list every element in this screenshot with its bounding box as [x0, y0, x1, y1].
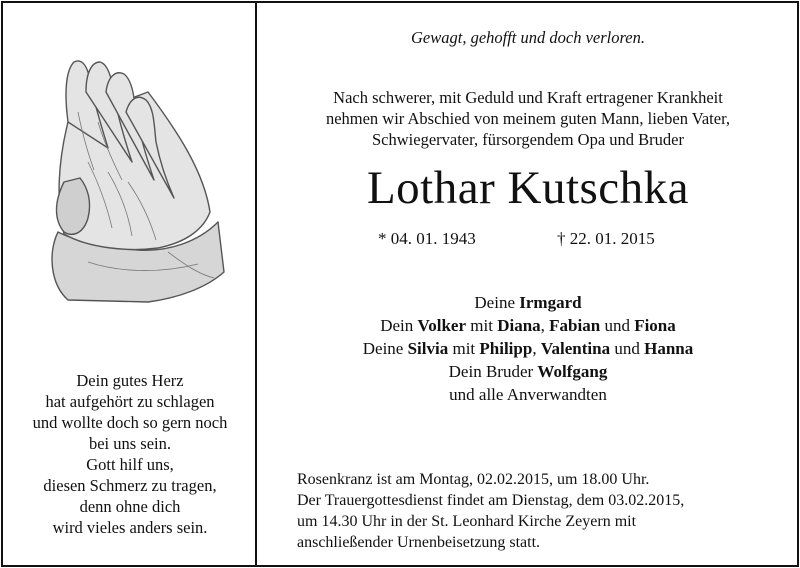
mourner-name: Volker: [417, 316, 467, 335]
mourner-name: Diana: [497, 316, 541, 335]
text: ,: [532, 339, 541, 358]
mourner-name: Irmgard: [519, 293, 582, 312]
mourner-name: Fiona: [634, 316, 676, 335]
info-line: anschließender Urnenbeisetzung statt.: [297, 534, 541, 551]
death-date: † 22. 01. 2015: [557, 229, 655, 248]
intro-text: [258, 87, 798, 150]
text: mit: [466, 316, 498, 335]
mourner-name: Fabian: [549, 316, 601, 335]
mourner-line-brother: [258, 360, 798, 383]
text: und: [610, 339, 645, 358]
mourner-line-daughter: [258, 337, 798, 360]
mourner-name: Silvia: [407, 339, 449, 358]
text: und alle Anverwandten: [449, 385, 607, 404]
mourner-line-son: [258, 314, 798, 337]
text: Dein: [380, 316, 418, 335]
intro-line: nehmen wir Abschied von meinem guten Mann, lieben Vater,: [325, 109, 731, 128]
verse-line: wird vieles anders sein.: [52, 518, 208, 537]
verse-line: diesen Schmerz zu tragen,: [43, 476, 217, 495]
mourner-name: Wolfgang: [537, 362, 608, 381]
verse-line: bei uns sein.: [88, 434, 172, 453]
mourner-name: Hanna: [644, 339, 694, 358]
verse-line: Gott hilf uns,: [86, 455, 174, 474]
mourner-name: Valentina: [540, 339, 611, 358]
text: Dein Bruder: [448, 362, 538, 381]
info-line: Der Trauergottesdienst findet am Dienstag, dem 03.02.2015,: [297, 492, 685, 509]
mourner-line-wife: [258, 291, 798, 314]
verse-line: hat aufgehört zu schlagen: [45, 392, 215, 411]
mourners-list: [258, 291, 798, 406]
info-line: Rosenkranz ist am Montag, 02.02.2015, um 18.00 Uhr.: [297, 471, 650, 488]
intro-line: Schwiegervater, fürsorgendem Opa und Bruder: [372, 130, 684, 149]
verse-line: denn ohne dich: [79, 497, 181, 516]
deceased-name: Lothar Kutschka: [366, 162, 690, 214]
service-info: [297, 469, 684, 553]
praying-hands-icon: [28, 52, 228, 304]
verse-line: Dein gutes Herz: [76, 371, 184, 390]
text: Deine: [474, 293, 520, 312]
verse-line: und wollte doch so gern noch: [32, 413, 228, 432]
birth-date: * 04. 01. 1943: [378, 229, 476, 248]
text: mit: [448, 339, 480, 358]
motto: Gewagt, gehofft und doch verloren.: [410, 28, 645, 47]
mourner-line-relatives: [258, 383, 798, 406]
text: und: [600, 316, 635, 335]
intro-line: Nach schwerer, mit Geduld und Kraft ertragener Krankheit: [333, 88, 723, 107]
mourner-name: Philipp: [479, 339, 533, 358]
text: Deine: [362, 339, 408, 358]
consolation-verse: [8, 370, 252, 538]
column-divider: [255, 1, 257, 567]
text: ,: [540, 316, 550, 335]
info-line: um 14.30 Uhr in der St. Leonhard Kirche Zeyern mit: [297, 513, 637, 530]
